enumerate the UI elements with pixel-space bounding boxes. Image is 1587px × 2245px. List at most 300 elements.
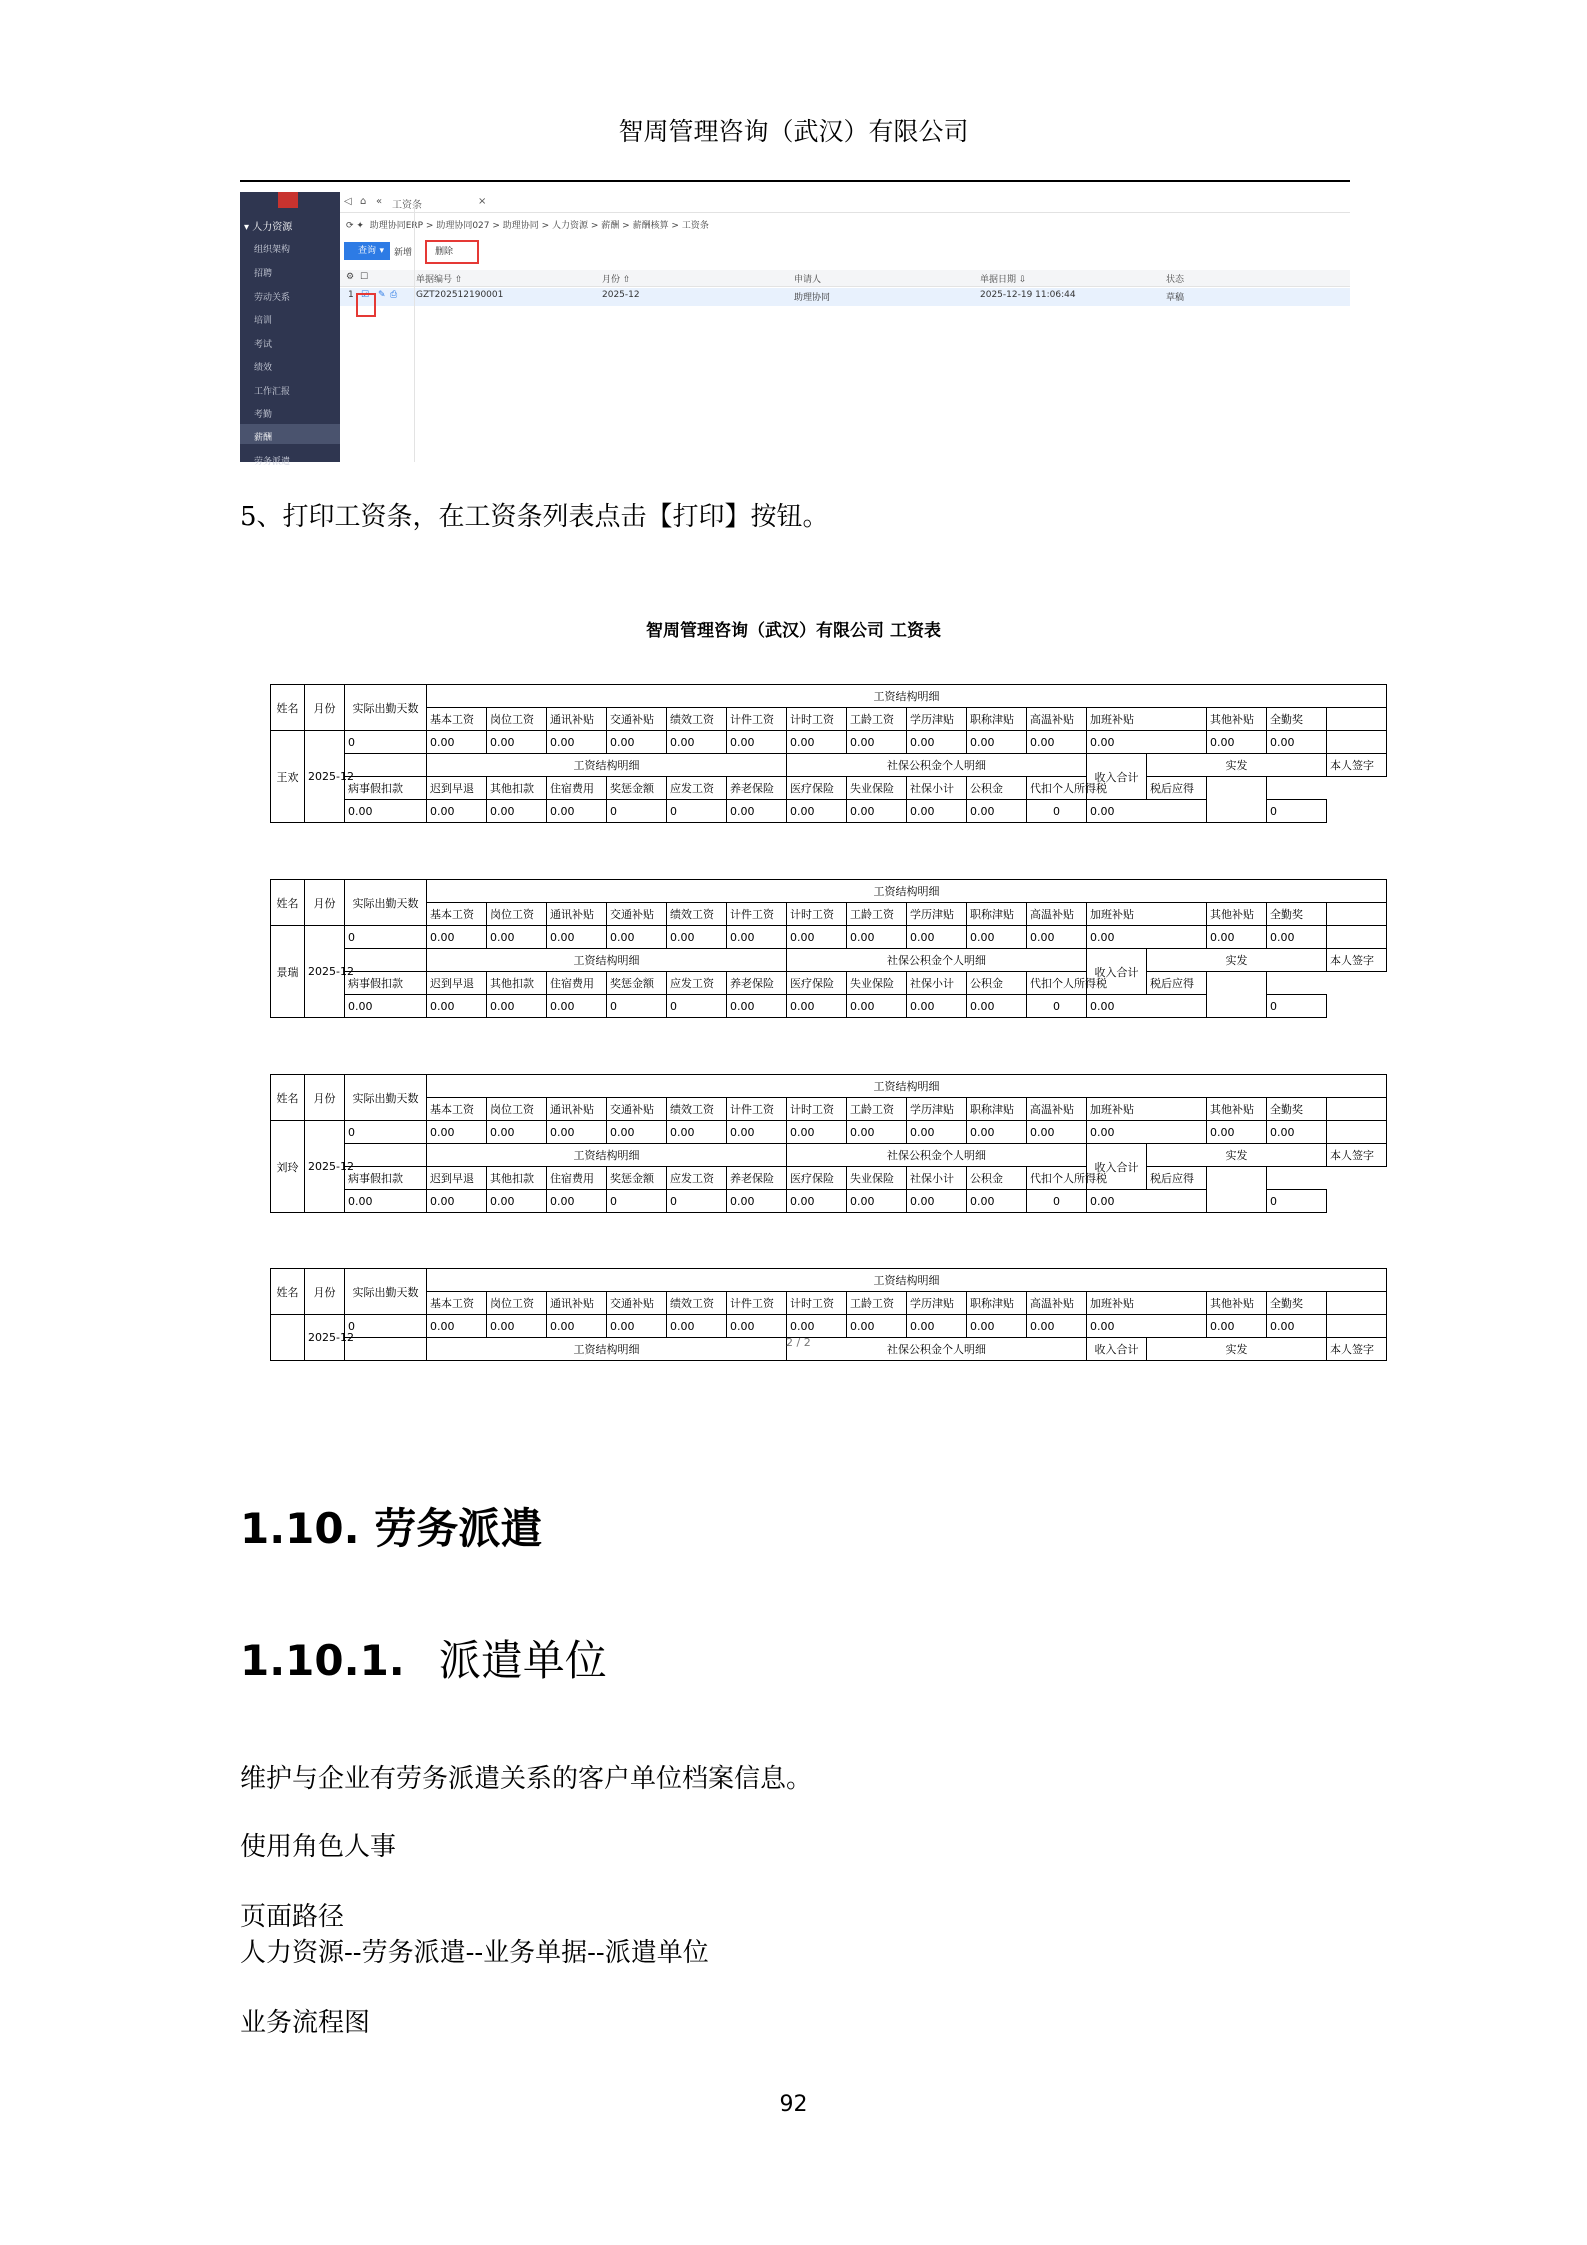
- deduction-label: 住宿费用: [547, 972, 607, 995]
- salary-value: 0.00: [847, 1121, 907, 1144]
- salary-value: 0.00: [847, 1315, 907, 1338]
- delete-button[interactable]: 删除: [425, 240, 479, 264]
- salary-value: 0.00: [787, 1315, 847, 1338]
- deduction-value: 0: [607, 800, 667, 823]
- salary-value: 0.00: [427, 1121, 487, 1144]
- deduction-value: 0.00: [907, 800, 967, 823]
- salary-value: 0.00: [1027, 1121, 1087, 1144]
- salary-item-label: 绩效工资: [667, 708, 727, 731]
- subsection-number: 1.10.1.: [240, 1636, 405, 1685]
- salary-value: 0.00: [607, 926, 667, 949]
- deduction-label: 失业保险: [847, 1167, 907, 1190]
- days-header: 实际出勤天数: [345, 685, 427, 731]
- employee-month: 2025-12: [305, 1315, 345, 1361]
- blank-cell: [345, 754, 427, 777]
- income-total-header: 收入合计: [1087, 1144, 1147, 1190]
- employee-month: 2025-12: [305, 926, 345, 1018]
- deduction-value: 0.00: [345, 1190, 427, 1213]
- salary-detail-header: 工资结构明细: [427, 1075, 1387, 1098]
- deduction-label: 社保小计: [907, 972, 967, 995]
- deduction-value: 0: [667, 800, 727, 823]
- salary-value: 0.00: [967, 1121, 1027, 1144]
- salary-item-label: 通讯补贴: [547, 1292, 607, 1315]
- salary-value: 0.00: [1207, 926, 1267, 949]
- pin-icon[interactable]: ✦: [356, 221, 364, 231]
- grid-header: [340, 270, 1350, 287]
- salary-value: 0.00: [1207, 1121, 1267, 1144]
- signature-cell: [1207, 972, 1267, 1018]
- deduction-label: 其他扣款: [487, 972, 547, 995]
- deduction-value: 0.00: [727, 995, 787, 1018]
- payslip-table: [270, 1074, 1387, 1213]
- col-date[interactable]: 单据日期 ⇩: [980, 275, 1027, 285]
- salary-item-label: 学历津贴: [907, 1292, 967, 1315]
- payslip-clipped: [270, 1268, 1374, 1364]
- salary-item-label: 计时工资: [787, 708, 847, 731]
- salary-item-label: 高温补贴: [1027, 1098, 1087, 1121]
- print-icon[interactable]: ⎙: [390, 290, 398, 300]
- salary-item-label: 计件工资: [727, 903, 787, 926]
- salary-item-label: 其他补贴: [1207, 1292, 1267, 1315]
- tax-value: 0.00: [1087, 800, 1207, 823]
- name-header: 姓名: [271, 685, 305, 731]
- income-total-value: 0: [1027, 995, 1087, 1018]
- deduction-value: 0.00: [345, 800, 427, 823]
- deduction-value: 0: [607, 995, 667, 1018]
- deduction-label: 失业保险: [847, 972, 907, 995]
- salary-item-label: 学历津贴: [907, 708, 967, 731]
- tax-value: 0.00: [1087, 1190, 1207, 1213]
- blank-cell: [345, 1144, 427, 1167]
- salary-value: 0.00: [787, 1121, 847, 1144]
- salary-value: 0.00: [787, 731, 847, 754]
- blank-cell: [345, 949, 427, 972]
- salary-item-label: 工龄工资: [847, 1292, 907, 1315]
- salary-value: 0.00: [487, 731, 547, 754]
- deduction-value: 0: [667, 995, 727, 1018]
- path-label: 页面路径: [240, 1902, 345, 1932]
- salary-value: 0.00: [1207, 1315, 1267, 1338]
- query-label: 查询: [358, 246, 377, 256]
- salary-value: 0.00: [1087, 1121, 1207, 1144]
- chevron-down-icon[interactable]: ▾: [379, 246, 384, 256]
- salary-item-label: 计时工资: [787, 903, 847, 926]
- flow-label: 业务流程图: [240, 2008, 371, 2038]
- salary-item-label: 岗位工资: [487, 903, 547, 926]
- salary-value: 0.00: [547, 731, 607, 754]
- refresh-icon[interactable]: ⟳: [346, 221, 354, 231]
- salary-item-label: 计件工资: [727, 1292, 787, 1315]
- deduction-label: 奖惩金额: [607, 1167, 667, 1190]
- deduction-label: 医疗保险: [787, 777, 847, 800]
- deduction-value: 0.00: [907, 1190, 967, 1213]
- salary-item-label: 加班补贴: [1087, 708, 1207, 731]
- collapse-icon[interactable]: «: [376, 196, 383, 207]
- salary-value: 0.00: [427, 731, 487, 754]
- deduction-label: 其他扣款: [487, 1167, 547, 1190]
- salary-value: 0.00: [1087, 926, 1207, 949]
- breadcrumb-text: 助理协同ERP > 助理协同027 > 助理协同 > 人力资源 > 薪酬 > 薪酬核算 > 工资条: [369, 221, 709, 231]
- section-heading: 1.10. 劳务派遣: [240, 1504, 543, 1553]
- row-date: 2025-12-19 11:06:44: [980, 290, 1076, 300]
- salary-item-label: 高温补贴: [1027, 903, 1087, 926]
- after-tax-label: 税后应得: [1147, 1167, 1207, 1190]
- subsection-title: 派遣单位: [438, 1636, 607, 1685]
- sidebar-item-training[interactable]: 培训: [254, 316, 273, 326]
- days-header: 实际出勤天数: [345, 880, 427, 926]
- erp-screenshot: [240, 192, 1350, 467]
- salary-item-label: 工龄工资: [847, 1098, 907, 1121]
- row-index: 1: [348, 290, 354, 300]
- after-tax-value: 0: [1267, 1190, 1327, 1213]
- deduction-value: 0.00: [487, 1190, 547, 1213]
- employee-days: 0: [345, 1121, 427, 1144]
- blank-cell: [1327, 1098, 1387, 1121]
- employee-name: [271, 1315, 305, 1361]
- social-detail-header: 社保公积金个人明细: [787, 1338, 1087, 1361]
- salary-item-label: 职称津贴: [967, 1292, 1027, 1315]
- salary-value: 0.00: [907, 1121, 967, 1144]
- blank-cell: [1327, 708, 1387, 731]
- salary-value: 0.00: [1087, 1315, 1207, 1338]
- payslip-table: [270, 879, 1387, 1018]
- salary-value: 0.00: [487, 1121, 547, 1144]
- signature-header: 本人签字: [1327, 754, 1387, 777]
- salary-value: 0.00: [547, 1315, 607, 1338]
- col-doc-no[interactable]: 单据编号 ⇧: [416, 275, 463, 285]
- employee-days: 0: [345, 1315, 427, 1338]
- name-header: 姓名: [271, 880, 305, 926]
- blank-cell: [345, 1338, 427, 1361]
- deduction-label: 病事假扣款: [345, 972, 427, 995]
- salary-value: 0.00: [487, 1315, 547, 1338]
- deduction-label: 奖惩金额: [607, 972, 667, 995]
- document-header-company: 智周管理咨询（武汉）有限公司: [618, 117, 969, 146]
- actual-pay-header: 实发: [1147, 949, 1327, 972]
- sidebar-item-exam[interactable]: 考试: [254, 340, 273, 350]
- month-header: 月份: [305, 1075, 345, 1121]
- deduction-label: 应发工资: [667, 1167, 727, 1190]
- sidebar-group-hr[interactable]: ▾ 人力资源: [244, 222, 293, 233]
- select-all-checkbox[interactable]: ☐: [360, 272, 369, 282]
- salary-value: 0.00: [727, 1315, 787, 1338]
- deduction-label: 养老保险: [727, 972, 787, 995]
- deduction-label: 社保小计: [907, 1167, 967, 1190]
- deduction-value: 0.00: [967, 800, 1027, 823]
- employee-name: 景瑞: [271, 926, 305, 1018]
- salary-value: 0.00: [667, 1121, 727, 1144]
- salary-detail-header: 工资结构明细: [427, 949, 787, 972]
- tab-bar: [340, 192, 1350, 213]
- home-icon[interactable]: ⌂: [360, 196, 367, 207]
- month-header: 月份: [305, 1269, 345, 1315]
- salary-item-label: 其他补贴: [1207, 1098, 1267, 1121]
- row-month: 2025-12: [602, 290, 640, 300]
- salary-value: 0.00: [847, 926, 907, 949]
- blank-cell: [1327, 903, 1387, 926]
- deduction-value: 0.00: [547, 800, 607, 823]
- salary-value: 0.00: [1267, 926, 1327, 949]
- back-icon[interactable]: ◁: [344, 196, 352, 207]
- row-status: 草稿: [1166, 293, 1185, 303]
- employee-month: 2025-12: [305, 1121, 345, 1213]
- salary-item-label: 全勤奖: [1267, 903, 1327, 926]
- deduction-label: 应发工资: [667, 972, 727, 995]
- name-header: 姓名: [271, 1075, 305, 1121]
- checkbox-highlight: [356, 293, 376, 317]
- sidebar-item-report[interactable]: 工作汇报: [254, 387, 291, 397]
- description-text: 维护与企业有劳务派遣关系的客户单位档案信息。: [240, 1764, 813, 1794]
- salary-item-label: 绩效工资: [667, 903, 727, 926]
- signature-header: 本人签字: [1327, 949, 1387, 972]
- row-doc-no[interactable]: GZT202512190001: [416, 290, 504, 300]
- deduction-label: 病事假扣款: [345, 1167, 427, 1190]
- salary-item-label: 通讯补贴: [547, 903, 607, 926]
- blank-cell: [1327, 1292, 1387, 1315]
- breadcrumb: [346, 218, 709, 231]
- page-indicator: 2 / 2: [786, 1336, 811, 1349]
- deduction-label: 应发工资: [667, 777, 727, 800]
- salary-item-label: 加班补贴: [1087, 1292, 1207, 1315]
- salary-item-label: 学历津贴: [907, 903, 967, 926]
- salary-value: 0.00: [667, 1315, 727, 1338]
- social-detail-header: 社保公积金个人明细: [787, 949, 1087, 972]
- signature-cell: [1207, 777, 1267, 823]
- row-checkbox-checked-icon[interactable]: ☑: [361, 290, 370, 300]
- salary-value: 0.00: [1027, 731, 1087, 754]
- signature-header: 本人签字: [1327, 1338, 1387, 1361]
- sidebar-item-performance[interactable]: 绩效: [254, 363, 273, 373]
- tax-label: 代扣个人所得税: [1027, 1167, 1147, 1190]
- grid-divider: [414, 202, 415, 462]
- sidebar-item-salary[interactable]: 薪酬: [254, 433, 273, 443]
- salary-item-label: 加班补贴: [1087, 903, 1207, 926]
- role-text: 使用角色人事: [240, 1832, 397, 1862]
- query-button[interactable]: [344, 242, 390, 260]
- signature-header: 本人签字: [1327, 1144, 1387, 1167]
- salary-item-label: 绩效工资: [667, 1098, 727, 1121]
- salary-item-label: 高温补贴: [1027, 708, 1087, 731]
- blank-cell: [1327, 926, 1387, 949]
- deduction-label: 公积金: [967, 972, 1027, 995]
- salary-value: 0.00: [427, 926, 487, 949]
- salary-item-label: 职称津贴: [967, 1098, 1027, 1121]
- deduction-value: 0.00: [547, 1190, 607, 1213]
- salary-value: 0.00: [607, 1121, 667, 1144]
- deduction-value: 0.00: [787, 1190, 847, 1213]
- tax-label: 代扣个人所得税: [1027, 777, 1147, 800]
- deduction-value: 0.00: [427, 995, 487, 1018]
- deduction-label: 其他扣款: [487, 777, 547, 800]
- after-tax-value: 0: [1267, 995, 1327, 1018]
- actual-pay-header: 实发: [1147, 754, 1327, 777]
- salary-item-label: 全勤奖: [1267, 708, 1327, 731]
- sidebar-item-recruit[interactable]: 招聘: [254, 269, 273, 279]
- salary-value: 0.00: [427, 1315, 487, 1338]
- salary-value: 0.00: [1087, 731, 1207, 754]
- employee-name: 王欢: [271, 731, 305, 823]
- deduction-label: 医疗保险: [787, 972, 847, 995]
- tab-salary-slip[interactable]: 工资条: [392, 200, 422, 211]
- deduction-label: 住宿费用: [547, 1167, 607, 1190]
- salary-value: 0.00: [907, 1315, 967, 1338]
- signature-cell: [1207, 1167, 1267, 1213]
- salary-value: 0.00: [607, 731, 667, 754]
- salary-value: 0.00: [1207, 731, 1267, 754]
- salary-item-label: 学历津贴: [907, 1098, 967, 1121]
- month-header: 月份: [305, 880, 345, 926]
- employee-days: 0: [345, 731, 427, 754]
- salary-value: 0.00: [787, 926, 847, 949]
- col-applicant[interactable]: 申请人: [794, 275, 822, 285]
- deduction-value: 0.00: [847, 995, 907, 1018]
- deduction-label: 迟到早退: [427, 1167, 487, 1190]
- salary-item-label: 基本工资: [427, 1292, 487, 1315]
- salary-item-label: 交通补贴: [607, 708, 667, 731]
- col-status[interactable]: 状态: [1166, 275, 1185, 285]
- salary-item-label: 其他补贴: [1207, 708, 1267, 731]
- deduction-value: 0.00: [487, 800, 547, 823]
- deduction-value: 0.00: [427, 1190, 487, 1213]
- deduction-label: 公积金: [967, 777, 1027, 800]
- salary-value: 0.00: [547, 1121, 607, 1144]
- salary-value: 0.00: [727, 731, 787, 754]
- sidebar-item-dispatch[interactable]: 劳务派遣: [254, 457, 291, 467]
- deduction-label: 迟到早退: [427, 777, 487, 800]
- salary-detail-header: 工资结构明细: [427, 1338, 787, 1361]
- income-total-value: 0: [1027, 800, 1087, 823]
- employee-name: 刘玲: [271, 1121, 305, 1213]
- after-tax-label: 税后应得: [1147, 777, 1207, 800]
- deduction-label: 迟到早退: [427, 972, 487, 995]
- sidebar-item-attendance[interactable]: 考勤: [254, 410, 273, 420]
- salary-item-label: 工龄工资: [847, 708, 907, 731]
- deduction-label: 养老保险: [727, 777, 787, 800]
- salary-item-label: 职称津贴: [967, 903, 1027, 926]
- employee-month: 2025-12: [305, 731, 345, 823]
- after-tax-label: 税后应得: [1147, 972, 1207, 995]
- deduction-value: 0.00: [727, 1190, 787, 1213]
- blank-cell: [1327, 1121, 1387, 1144]
- deduction-value: 0.00: [847, 800, 907, 823]
- days-header: 实际出勤天数: [345, 1075, 427, 1121]
- salary-value: 0.00: [667, 926, 727, 949]
- salary-detail-header: 工资结构明细: [427, 754, 787, 777]
- salary-item-label: 其他补贴: [1207, 903, 1267, 926]
- salary-value: 0.00: [907, 731, 967, 754]
- col-month[interactable]: 月份 ⇧: [602, 275, 631, 285]
- erp-main: [340, 192, 1350, 462]
- app-logo-icon: [278, 192, 298, 208]
- subsection-heading: [240, 1628, 607, 1688]
- income-total-header: 收入合计: [1087, 949, 1147, 995]
- salary-item-label: 全勤奖: [1267, 1292, 1327, 1315]
- deduction-label: 养老保险: [727, 1167, 787, 1190]
- tax-value: 0.00: [1087, 995, 1207, 1018]
- employee-days: 0: [345, 926, 427, 949]
- new-button[interactable]: 新增: [394, 248, 413, 258]
- edit-icon[interactable]: ✎: [378, 290, 386, 300]
- salary-item-label: 岗位工资: [487, 708, 547, 731]
- salary-item-label: 基本工资: [427, 708, 487, 731]
- salary-value: 0.00: [547, 926, 607, 949]
- deduction-value: 0: [607, 1190, 667, 1213]
- salary-detail-header: 工资结构明细: [427, 880, 1387, 903]
- deduction-value: 0.00: [787, 800, 847, 823]
- month-header: 月份: [305, 685, 345, 731]
- payslip-title: 智周管理咨询（武汉）有限公司 工资表: [646, 621, 941, 641]
- payslip-table: [270, 684, 1387, 823]
- income-total-header: 收入合计: [1087, 754, 1147, 800]
- salary-item-label: 计件工资: [727, 1098, 787, 1121]
- salary-item-label: 加班补贴: [1087, 1098, 1207, 1121]
- salary-detail-header: 工资结构明细: [427, 685, 1387, 708]
- deduction-label: 社保小计: [907, 777, 967, 800]
- deduction-value: 0.00: [967, 1190, 1027, 1213]
- deduction-value: 0.00: [847, 1190, 907, 1213]
- deduction-value: 0.00: [727, 800, 787, 823]
- social-detail-header: 社保公积金个人明细: [787, 1144, 1087, 1167]
- salary-value: 0.00: [607, 1315, 667, 1338]
- name-header: 姓名: [271, 1269, 305, 1315]
- salary-item-label: 高温补贴: [1027, 1292, 1087, 1315]
- salary-detail-header: 工资结构明细: [427, 1144, 787, 1167]
- salary-item-label: 岗位工资: [487, 1292, 547, 1315]
- salary-value: 0.00: [1027, 1315, 1087, 1338]
- salary-item-label: 交通补贴: [607, 1098, 667, 1121]
- payslip-table: [270, 1268, 1387, 1361]
- income-total-header: 收入合计: [1087, 1338, 1147, 1361]
- salary-value: 0.00: [667, 731, 727, 754]
- salary-item-label: 基本工资: [427, 1098, 487, 1121]
- settings-icon[interactable]: ⚙: [346, 272, 355, 282]
- erp-sidebar: [240, 192, 340, 467]
- deduction-value: 0.00: [345, 995, 427, 1018]
- sidebar-item-org[interactable]: 组织架构: [254, 245, 291, 255]
- deduction-label: 住宿费用: [547, 777, 607, 800]
- deduction-value: 0: [667, 1190, 727, 1213]
- after-tax-value: 0: [1267, 800, 1327, 823]
- salary-item-label: 计时工资: [787, 1098, 847, 1121]
- deduction-label: 失业保险: [847, 777, 907, 800]
- deduction-value: 0.00: [547, 995, 607, 1018]
- social-detail-header: 社保公积金个人明细: [787, 754, 1087, 777]
- tax-label: 代扣个人所得税: [1027, 972, 1147, 995]
- header-divider: [240, 180, 1350, 182]
- deduction-value: 0.00: [967, 995, 1027, 1018]
- table-row[interactable]: [340, 288, 1350, 306]
- deduction-value: 0.00: [427, 800, 487, 823]
- salary-value: 0.00: [1267, 1315, 1327, 1338]
- actual-pay-header: 实发: [1147, 1144, 1327, 1167]
- salary-item-label: 基本工资: [427, 903, 487, 926]
- deduction-value: 0.00: [487, 995, 547, 1018]
- salary-value: 0.00: [1267, 731, 1327, 754]
- salary-item-label: 交通补贴: [607, 1292, 667, 1315]
- sidebar-item-labor[interactable]: 劳动关系: [254, 293, 291, 303]
- salary-item-label: 计件工资: [727, 708, 787, 731]
- deduction-label: 公积金: [967, 1167, 1027, 1190]
- salary-value: 0.00: [847, 731, 907, 754]
- close-icon[interactable]: ×: [478, 196, 487, 207]
- income-total-value: 0: [1027, 1190, 1087, 1213]
- salary-item-label: 岗位工资: [487, 1098, 547, 1121]
- salary-item-label: 全勤奖: [1267, 1098, 1327, 1121]
- deduction-label: 病事假扣款: [345, 777, 427, 800]
- salary-detail-header: 工资结构明细: [427, 1269, 1387, 1292]
- salary-value: 0.00: [967, 926, 1027, 949]
- salary-item-label: 通讯补贴: [547, 708, 607, 731]
